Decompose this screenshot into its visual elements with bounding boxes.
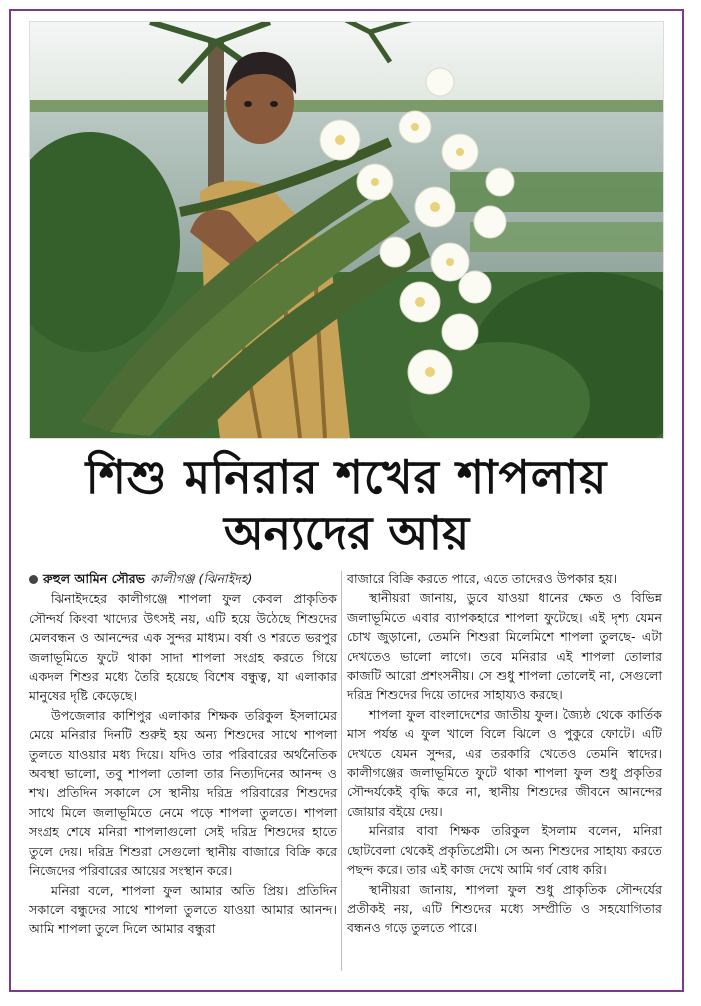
byline: [29, 569, 337, 588]
girl-with-water-lilies-photo: [30, 22, 663, 438]
paragraph: স্থানীয়রা জানায়, শাপলা ফুল শুধু প্রাকৃতিক সৌন্দর্যের প্রতীকই নয়, এটি শিশুদের মধ্যে সম্প্রীতি ও সহযোগিতার বন্ধনও গড়ে তুলতে পারে।: [347, 881, 662, 936]
paragraph: শাপলা ফুল বাংলাদেশের জাতীয় ফুল। জ্যৈষ্ঠ থেকে কার্তিক মাস পর্যন্ত এ ফুল খালে বিলে ঝিলে ও পুকুরে ফোটে। এটি দেখতে যেমন সুন্দর, এর তরকারি খেতেও তেমনি স্বাদের। কালীগঞ্জের জলাভূমিতে ফুটে থাকা শাপলা ফুল শুধু প্রকৃতির সৌন্দর্যকেই বৃদ্ধি করে না, স্থানীয় শিশুদের জীবনে আনন্দের জোয়ার বইয়ে দেয়।: [347, 706, 662, 819]
paragraph: মনিরা বলে, শাপলা ফুল আমার অতি প্রিয়। প্রতিদিন সকালে বন্ধুদের সাথে শাপলা তুলতে যাওয়া আমার আনন্দ। আমি শাপলা তুলে দিলে আমার বন্ধুরা: [29, 882, 337, 937]
bullet-icon: [29, 575, 38, 584]
paragraph: স্থানীয়রা জানায়, ডুবে যাওয়া ধানের ক্ষেত ও বিভিন্ন জলাভূমিতে এবার ব্যাপকহারে শাপলা ফুটেছে। এই দৃশ্য যেমন চোখ জুড়ানো, তেমনি শিশুরা মিলেমিশে শাপলা তুলছে- এটা দেখতেও ভালো লাগে। তবে মনিরার এই শাপলা তোলার কাজটি আরো প্রশংসনীয়। সে শুধু শাপলা তোলেই না, সেগুলো দরিদ্র শিশুদের দিয়ে তাদের সাহায্যও করছে।: [347, 590, 662, 703]
headline: [11, 449, 682, 561]
article-frame: [9, 9, 684, 992]
paragraph: উপজেলার কাশিপুর এলাকার শিক্ষক তরিকুল ইসলামের মেয়ে মনিরার দিনটি শুরুই হয় অন্য শিশুদের সাথে শাপলা তুলতে যাওয়ার মধ্য দিয়ে। যদিও তার পরিবারের অর্থনৈতিক অবস্থা ভালো, তবু শাপলা তোলা তার নিত্যদিনের আনন্দ ও শখ। প্রতিদিন সকালে সে স্থানীয় দরিদ্র পরিবারের শিশুদের সাথে মিলে জলাভূমিতে নেমে পড়ে শাপলা তুলতে। শাপলা সংগ্রহ শেষে মনিরা শাপলাগুলো সেই দরিদ্র শিশুদের হাতে তুলে দেয়। দরিদ্র শিশুরা সেগুলো স্থানীয় বাজারে বিক্রি করে নিজেদের পরিবারের আয়ের সংস্থান করে।: [29, 707, 337, 879]
paragraph: বাজারে বিক্রি করতে পারে, এতে তাদেরও উপকার হয়।: [347, 571, 618, 586]
article-column-left: [29, 569, 337, 939]
column-divider: [341, 571, 342, 971]
article-column-right: [347, 569, 662, 938]
byline-author: রুহুল আমিন সৌরভ: [43, 571, 146, 586]
paragraph: ঝিনাইদহের কালীগঞ্জে শাপলা ফুল কেবল প্রাকৃতিক সৌন্দর্য কিংবা খাদ্যের উৎসই নয়, এটি হয়ে উঠেছে শিশুদের মেলবন্ধন ও আনন্দের এক সুন্দর মাধ্যম। বর্ষা ও শরতে ভরপুর জলাভূমিতে ফুটে থাকা সাদা শাপলা সংগ্রহ করতে গিয়ে একদল শিশুর মধ্যে তৈরি হয়েছে বিশেষ বন্ধুত্ব, যা এলাকার মানুষের দৃষ্টি কেড়েছে।: [29, 591, 337, 704]
article-photo: [29, 21, 664, 439]
byline-place: কালীগঞ্জ (ঝিনাইদহ): [150, 571, 253, 586]
paragraph: মনিরার বাবা শিক্ষক তরিকুল ইসলাম বলেন, মনিরা ছোটবেলা থেকেই প্রকৃতিপ্রেমী। সে অন্য শিশুদের সাহায্য করতে পছন্দ করে। তার এই কাজ দেখে আমি গর্ব বোধ করি।: [347, 823, 662, 878]
headline-line-2: অন্যদের আয়: [223, 506, 470, 560]
headline-line-1: শিশু মনিরার শখের শাপলায়: [85, 450, 608, 504]
